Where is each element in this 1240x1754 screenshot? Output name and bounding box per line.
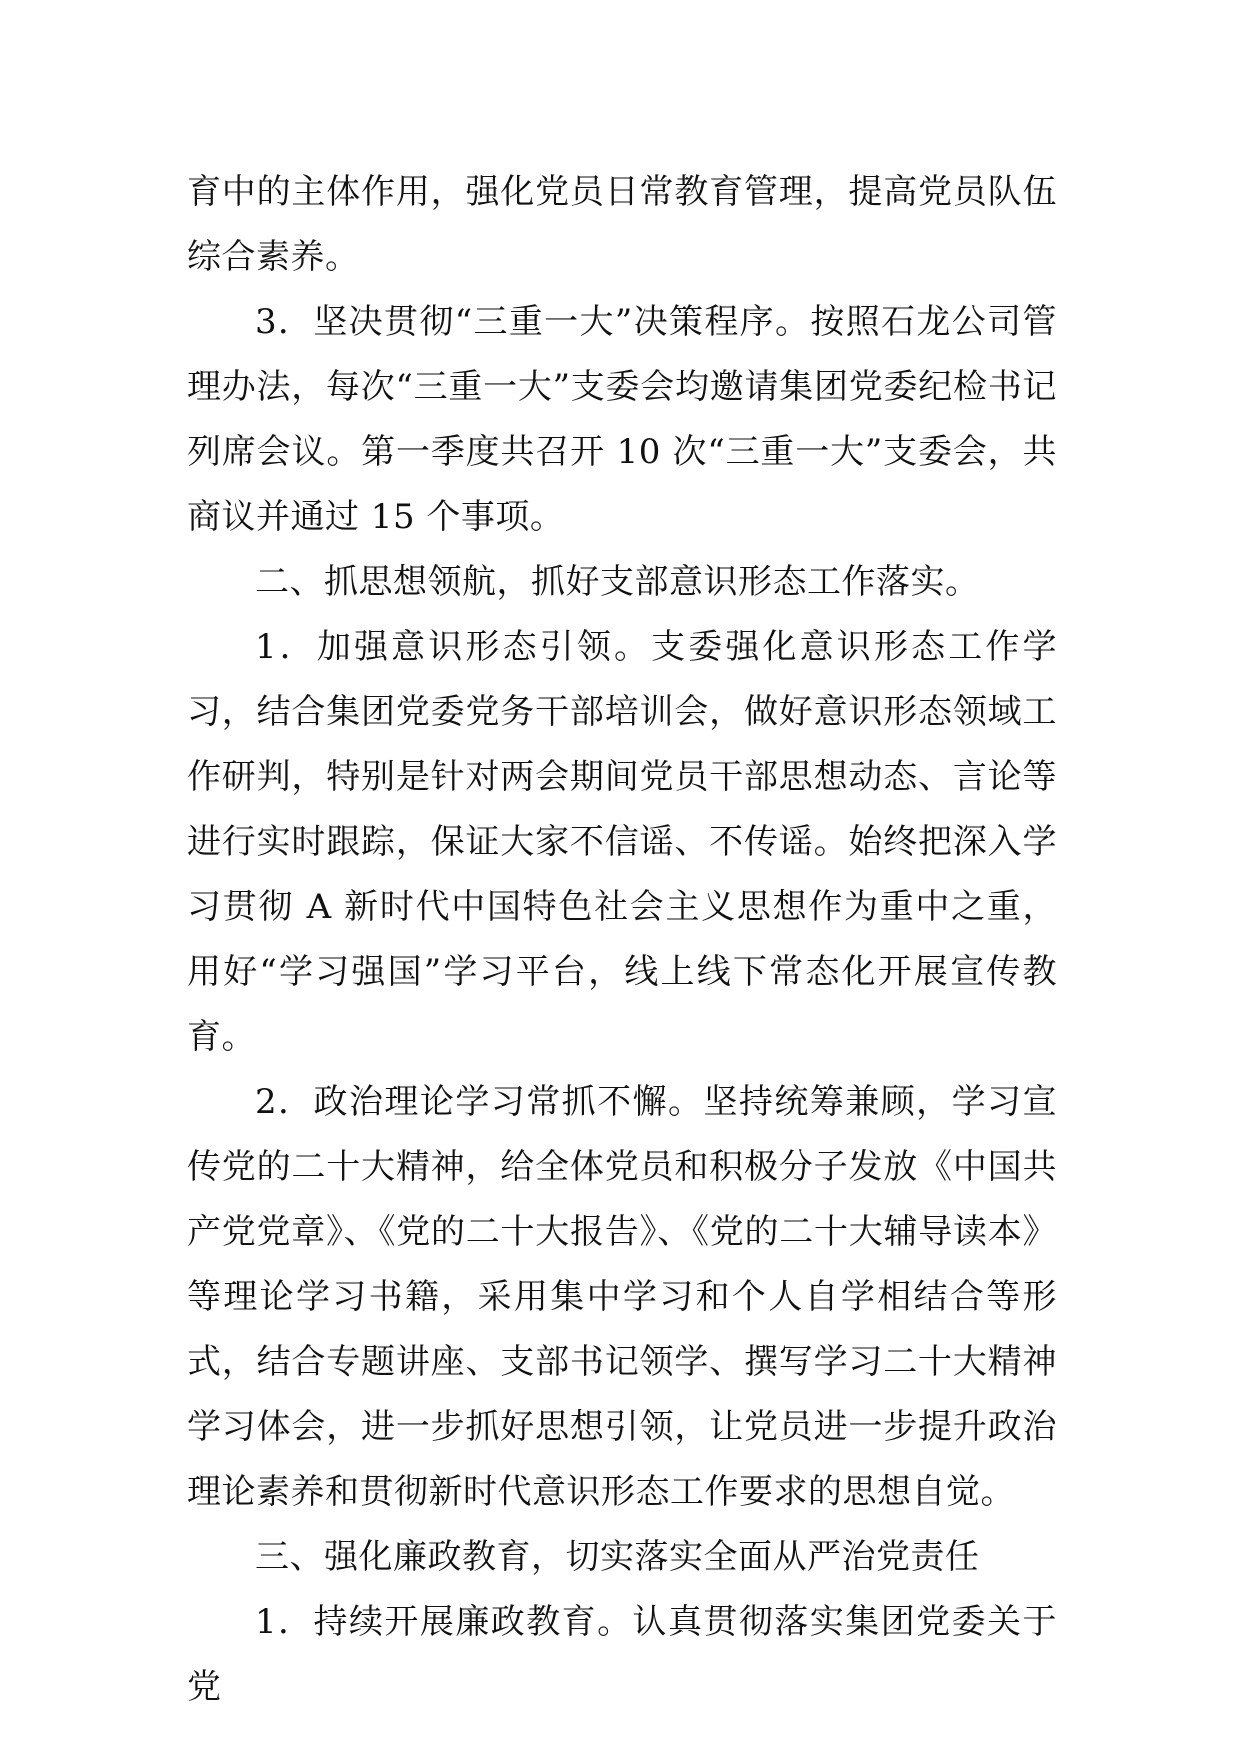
paragraph-decision-procedure: 3．坚决贯彻“三重一大”决策程序。按照石龙公司管理办法，每次“三重一大”支委会均邀请集团党委纪检书记列席会议。第一季度共召开 10 次“三重一大”支委会，共商议并通过 15 个事项。 (187, 302, 1057, 537)
paragraph-integrity-education: 1．持续开展廉政教育。认真贯彻落实集团党委关于党 (187, 1602, 1057, 1707)
document-page (187, 160, 1057, 1720)
paragraph-continuation: 育中的主体作用，强化党员日常教育管理，提高党员队伍综合素养。 (187, 172, 1057, 277)
section-heading-2: 二、抓思想领航，抓好支部意识形态工作落实。 (255, 562, 980, 602)
section-heading-3: 三、强化廉政教育，切实落实全面从严治党责任 (255, 1537, 980, 1577)
paragraph-political-theory: 2．政治理论学习常抓不懈。坚持统筹兼顾，学习宣传党的二十大精神，给全体党员和积极分子发放《中国共产党党章》、《党的二十大报告》、《党的二十大辅导读本》等理论学习书籍，采用集中学习和个人自学相结合等形式，结合专题讲座、支部书记领学、撰写学习二十大精神学习体会，进一步抓好思想引领，让党员进一步提升政治理论素养和贯彻新时代意识形态工作要求的思想自觉。 (187, 1082, 1057, 1512)
paragraph-ideology-guidance: 1．加强意识形态引领。支委强化意识形态工作学习，结合集团党委党务干部培训会，做好意识形态领域工作研判，特别是针对两会期间党员干部思想动态、言论等进行实时跟踪，保证大家不信谣、不传谣。始终把深入学习贯彻 A 新时代中国特色社会主义思想作为重中之重，用好“学习强国”学习平台，线上线下常态化开展宣传教育。 (187, 627, 1057, 1057)
